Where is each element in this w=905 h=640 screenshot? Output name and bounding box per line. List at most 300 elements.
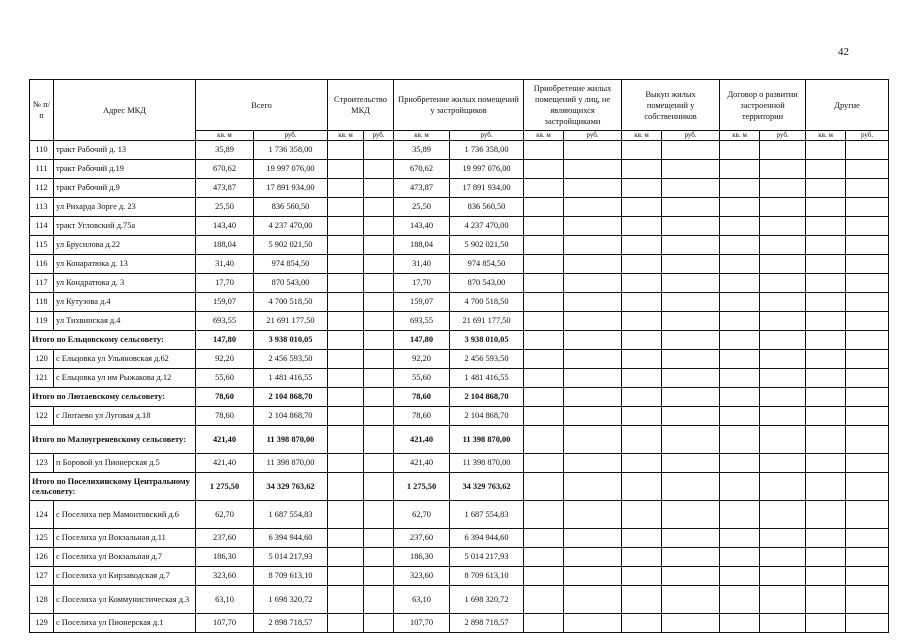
empty-cell (806, 369, 846, 388)
empty-cell (622, 236, 662, 255)
empty-cell (806, 350, 846, 369)
header-num: № п/п (30, 80, 54, 141)
row-number: 129 (30, 614, 54, 633)
address-cell: с Поселиха ул Пионерская д.1 (54, 614, 196, 633)
empty-cell (720, 160, 760, 179)
construction-area-cell (328, 198, 364, 217)
total-sum-cell: 6 394 944,60 (254, 529, 328, 548)
empty-cell (622, 614, 662, 633)
total-area-cell: 147,80 (196, 331, 254, 350)
empty-cell (564, 236, 622, 255)
empty-cell (564, 388, 622, 407)
empty-cell (846, 350, 889, 369)
address-cell: ул Конаратюка д. 13 (54, 255, 196, 274)
total-sum-cell: 4 700 518,50 (254, 293, 328, 312)
construction-area-cell (328, 274, 364, 293)
construction-area-cell (328, 331, 364, 350)
empty-cell (806, 179, 846, 198)
construction-area-cell (328, 614, 364, 633)
table-row (30, 255, 889, 274)
construction-area-cell (328, 567, 364, 586)
empty-cell (846, 369, 889, 388)
acquisition-sum-cell: 1 736 358,00 (450, 141, 524, 160)
acquisition-sum-cell: 4 700 518,50 (450, 293, 524, 312)
acquisition-sum-cell: 870 543,00 (450, 274, 524, 293)
table-body (30, 141, 889, 633)
row-number: 125 (30, 529, 54, 548)
total-sum-cell: 19 997 076,00 (254, 160, 328, 179)
unit-header: руб. (760, 131, 806, 141)
unit-header: руб. (254, 131, 328, 141)
empty-cell (564, 141, 622, 160)
empty-cell (622, 529, 662, 548)
acquisition-sum-cell: 5 014 217,93 (450, 548, 524, 567)
empty-cell (662, 274, 720, 293)
total-sum-cell: 2 898 718,57 (254, 614, 328, 633)
empty-cell (564, 586, 622, 614)
empty-cell (720, 473, 760, 501)
acquisition-area-cell: 670,62 (394, 160, 450, 179)
empty-cell (720, 426, 760, 454)
empty-cell (846, 548, 889, 567)
document-table-wrapper (29, 79, 889, 633)
acquisition-area-cell: 186,30 (394, 548, 450, 567)
construction-area-cell (328, 501, 364, 529)
empty-cell (622, 179, 662, 198)
header-buyout: Выкуп жилых помещений у собственников (622, 80, 720, 131)
row-number: 126 (30, 548, 54, 567)
empty-cell (720, 293, 760, 312)
row-number: 118 (30, 293, 54, 312)
empty-cell (524, 369, 564, 388)
empty-cell (662, 614, 720, 633)
page-number: 42 (838, 46, 849, 58)
acquisition-sum-cell: 17 891 934,00 (450, 179, 524, 198)
construction-sum-cell (364, 473, 394, 501)
total-sum-cell: 34 329 763,62 (254, 473, 328, 501)
empty-cell (720, 548, 760, 567)
construction-sum-cell (364, 350, 394, 369)
empty-cell (662, 160, 720, 179)
acquisition-area-cell: 78,60 (394, 388, 450, 407)
table-row (30, 369, 889, 388)
acquisition-area-cell: 92,20 (394, 350, 450, 369)
acquisition-area-cell: 62,70 (394, 501, 450, 529)
empty-cell (806, 548, 846, 567)
total-sum-cell: 3 938 010,05 (254, 331, 328, 350)
empty-cell (846, 312, 889, 331)
empty-cell (760, 454, 806, 473)
empty-cell (524, 160, 564, 179)
acquisition-area-cell: 421,40 (394, 454, 450, 473)
empty-cell (806, 198, 846, 217)
total-sum-cell: 1 698 320,72 (254, 586, 328, 614)
empty-cell (524, 198, 564, 217)
empty-cell (806, 388, 846, 407)
header-other: Другие (806, 80, 889, 131)
total-sum-cell: 870 543,00 (254, 274, 328, 293)
table-row (30, 274, 889, 293)
construction-sum-cell (364, 331, 394, 350)
empty-cell (524, 501, 564, 529)
address-cell: тракт Рабочий д.19 (54, 160, 196, 179)
construction-sum-cell (364, 388, 394, 407)
empty-cell (662, 198, 720, 217)
subtotal-label: Итого по Лютаевскому сельсовету: (30, 388, 196, 407)
construction-sum-cell (364, 160, 394, 179)
empty-cell (662, 350, 720, 369)
empty-cell (760, 255, 806, 274)
empty-cell (806, 255, 846, 274)
empty-cell (524, 293, 564, 312)
unit-header: руб. (564, 131, 622, 141)
unit-header: руб. (846, 131, 889, 141)
address-cell: п Боровой ул Пионерская д.5 (54, 454, 196, 473)
acquisition-area-cell: 55,60 (394, 369, 450, 388)
empty-cell (720, 350, 760, 369)
acquisition-sum-cell: 21 691 177,50 (450, 312, 524, 331)
empty-cell (720, 236, 760, 255)
empty-cell (564, 293, 622, 312)
header-acquisition: Приобретение жилых помещений у застройщиков (394, 80, 524, 131)
empty-cell (622, 548, 662, 567)
empty-cell (846, 426, 889, 454)
construction-area-cell (328, 350, 364, 369)
empty-cell (806, 407, 846, 426)
empty-cell (760, 614, 806, 633)
acquisition-sum-cell: 3 938 010,05 (450, 331, 524, 350)
empty-cell (524, 255, 564, 274)
row-number: 116 (30, 255, 54, 274)
row-number: 124 (30, 501, 54, 529)
address-cell: тракт Рабочий д.9 (54, 179, 196, 198)
construction-area-cell (328, 529, 364, 548)
table-row (30, 293, 889, 312)
construction-area-cell (328, 179, 364, 198)
total-sum-cell: 8 709 613,10 (254, 567, 328, 586)
total-area-cell: 421,40 (196, 454, 254, 473)
empty-cell (806, 217, 846, 236)
empty-cell (720, 586, 760, 614)
empty-cell (846, 293, 889, 312)
construction-sum-cell (364, 198, 394, 217)
acquisition-area-cell: 25,50 (394, 198, 450, 217)
header-row (30, 80, 889, 131)
total-sum-cell: 2 456 593,50 (254, 350, 328, 369)
total-area-cell: 78,60 (196, 407, 254, 426)
empty-cell (662, 548, 720, 567)
row-number: 115 (30, 236, 54, 255)
construction-sum-cell (364, 255, 394, 274)
subtotal-row (30, 473, 889, 501)
construction-sum-cell (364, 426, 394, 454)
empty-cell (806, 236, 846, 255)
empty-cell (524, 388, 564, 407)
total-sum-cell: 836 560,50 (254, 198, 328, 217)
empty-cell (760, 501, 806, 529)
total-area-cell: 143,40 (196, 217, 254, 236)
empty-cell (846, 388, 889, 407)
empty-cell (720, 198, 760, 217)
empty-cell (662, 426, 720, 454)
empty-cell (524, 614, 564, 633)
address-cell: с Поселиха ул Кирзаводская д.7 (54, 567, 196, 586)
empty-cell (564, 614, 622, 633)
unit-header: кв. м (720, 131, 760, 141)
row-number: 127 (30, 567, 54, 586)
empty-cell (564, 473, 622, 501)
acquisition-sum-cell: 34 329 763,62 (450, 473, 524, 501)
empty-cell (760, 388, 806, 407)
empty-cell (662, 236, 720, 255)
construction-area-cell (328, 255, 364, 274)
empty-cell (760, 198, 806, 217)
empty-cell (662, 501, 720, 529)
acquisition-sum-cell: 6 394 944,60 (450, 529, 524, 548)
empty-cell (622, 255, 662, 274)
empty-cell (846, 614, 889, 633)
total-sum-cell: 1 687 554,83 (254, 501, 328, 529)
empty-cell (622, 473, 662, 501)
empty-cell (524, 567, 564, 586)
empty-cell (662, 293, 720, 312)
empty-cell (622, 217, 662, 236)
total-area-cell: 186,30 (196, 548, 254, 567)
total-area-cell: 55,60 (196, 369, 254, 388)
empty-cell (720, 255, 760, 274)
empty-cell (806, 567, 846, 586)
empty-cell (524, 586, 564, 614)
construction-area-cell (328, 407, 364, 426)
total-area-cell: 188,04 (196, 236, 254, 255)
empty-cell (662, 473, 720, 501)
empty-cell (720, 141, 760, 160)
subtotal-row (30, 388, 889, 407)
empty-cell (846, 217, 889, 236)
empty-cell (720, 274, 760, 293)
acquisition-sum-cell: 11 398 870,00 (450, 454, 524, 473)
row-number: 128 (30, 586, 54, 614)
construction-sum-cell (364, 407, 394, 426)
address-cell: с Поселиха ул Вокзальная д.11 (54, 529, 196, 548)
acquisition-sum-cell: 11 398 870,00 (450, 426, 524, 454)
empty-cell (806, 312, 846, 331)
table-row (30, 614, 889, 633)
empty-cell (564, 567, 622, 586)
empty-cell (720, 567, 760, 586)
empty-cell (622, 141, 662, 160)
row-number: 119 (30, 312, 54, 331)
acquisition-sum-cell: 4 237 470,00 (450, 217, 524, 236)
address-cell: ул Кутузова д.4 (54, 293, 196, 312)
total-sum-cell: 1 481 416,55 (254, 369, 328, 388)
table-row (30, 548, 889, 567)
acquisition-area-cell: 473,87 (394, 179, 450, 198)
unit-header: руб. (364, 131, 394, 141)
empty-cell (524, 407, 564, 426)
empty-cell (524, 529, 564, 548)
acquisition-area-cell: 17,70 (394, 274, 450, 293)
empty-cell (524, 473, 564, 501)
total-area-cell: 25,50 (196, 198, 254, 217)
table-row (30, 160, 889, 179)
construction-sum-cell (364, 501, 394, 529)
empty-cell (846, 255, 889, 274)
empty-cell (564, 198, 622, 217)
empty-cell (760, 160, 806, 179)
empty-cell (564, 426, 622, 454)
empty-cell (846, 274, 889, 293)
construction-sum-cell (364, 548, 394, 567)
empty-cell (806, 274, 846, 293)
acquisition-sum-cell: 2 456 593,50 (450, 350, 524, 369)
empty-cell (564, 312, 622, 331)
total-sum-cell: 11 398 870,00 (254, 426, 328, 454)
empty-cell (622, 426, 662, 454)
total-area-cell: 323,60 (196, 567, 254, 586)
row-number: 123 (30, 454, 54, 473)
construction-area-cell (328, 586, 364, 614)
empty-cell (662, 312, 720, 331)
table-row (30, 141, 889, 160)
address-cell: тракт Угловский д.75а (54, 217, 196, 236)
acquisition-area-cell: 147,80 (394, 331, 450, 350)
empty-cell (760, 331, 806, 350)
empty-cell (524, 141, 564, 160)
empty-cell (524, 350, 564, 369)
empty-cell (524, 236, 564, 255)
construction-sum-cell (364, 454, 394, 473)
unit-header: кв. м (622, 131, 662, 141)
empty-cell (806, 426, 846, 454)
empty-cell (564, 548, 622, 567)
subtotal-label: Итого по Поселихинскому Центральному сельсовету: (30, 473, 196, 501)
unit-header: кв. м (328, 131, 364, 141)
empty-cell (662, 407, 720, 426)
acquisition-area-cell: 693,55 (394, 312, 450, 331)
empty-cell (662, 255, 720, 274)
empty-cell (524, 312, 564, 331)
empty-cell (564, 274, 622, 293)
empty-cell (564, 350, 622, 369)
empty-cell (846, 529, 889, 548)
empty-cell (806, 141, 846, 160)
empty-cell (524, 217, 564, 236)
empty-cell (564, 217, 622, 236)
empty-cell (760, 236, 806, 255)
housing-table (29, 79, 889, 633)
total-sum-cell: 4 237 470,00 (254, 217, 328, 236)
empty-cell (760, 141, 806, 160)
empty-cell (564, 407, 622, 426)
empty-cell (720, 454, 760, 473)
construction-sum-cell (364, 274, 394, 293)
empty-cell (622, 388, 662, 407)
empty-cell (622, 293, 662, 312)
subtotal-row (30, 331, 889, 350)
table-row (30, 217, 889, 236)
empty-cell (806, 473, 846, 501)
empty-cell (806, 160, 846, 179)
empty-cell (662, 388, 720, 407)
acquisition-area-cell: 421,40 (394, 426, 450, 454)
acquisition-sum-cell: 974 854,50 (450, 255, 524, 274)
unit-header: руб. (662, 131, 720, 141)
table-row (30, 236, 889, 255)
empty-cell (806, 454, 846, 473)
empty-cell (720, 369, 760, 388)
address-cell: ул Кондратюка д. 3 (54, 274, 196, 293)
empty-cell (846, 473, 889, 501)
empty-cell (622, 567, 662, 586)
empty-cell (564, 255, 622, 274)
total-sum-cell: 11 398 870,00 (254, 454, 328, 473)
construction-sum-cell (364, 217, 394, 236)
header-territory-agreement: Договор о развитии застроенной территории (720, 80, 806, 131)
unit-header: кв. м (394, 131, 450, 141)
empty-cell (524, 274, 564, 293)
empty-cell (662, 567, 720, 586)
empty-cell (564, 369, 622, 388)
acquisition-sum-cell: 5 902 021,50 (450, 236, 524, 255)
construction-sum-cell (364, 312, 394, 331)
row-number: 121 (30, 369, 54, 388)
total-area-cell: 237,60 (196, 529, 254, 548)
empty-cell (846, 501, 889, 529)
row-number: 122 (30, 407, 54, 426)
address-cell: с Поселиха ул Вокзальная д.7 (54, 548, 196, 567)
acquisition-area-cell: 63,10 (394, 586, 450, 614)
table-row (30, 567, 889, 586)
construction-area-cell (328, 236, 364, 255)
total-area-cell: 31,40 (196, 255, 254, 274)
empty-cell (846, 179, 889, 198)
row-number: 110 (30, 141, 54, 160)
empty-cell (662, 141, 720, 160)
empty-cell (720, 331, 760, 350)
row-number: 113 (30, 198, 54, 217)
empty-cell (662, 529, 720, 548)
total-area-cell: 35,89 (196, 141, 254, 160)
total-sum-cell: 2 104 868,70 (254, 407, 328, 426)
construction-area-cell (328, 141, 364, 160)
acquisition-area-cell: 237,60 (394, 529, 450, 548)
empty-cell (846, 198, 889, 217)
header-total: Всего (196, 80, 328, 131)
construction-area-cell (328, 473, 364, 501)
empty-cell (760, 586, 806, 614)
construction-sum-cell (364, 586, 394, 614)
empty-cell (846, 567, 889, 586)
address-cell: тракт Рабочий д. 13 (54, 141, 196, 160)
empty-cell (622, 198, 662, 217)
table-row (30, 198, 889, 217)
empty-cell (846, 454, 889, 473)
header-address: Адрес МКД (54, 80, 196, 141)
total-sum-cell: 974 854,50 (254, 255, 328, 274)
unit-header: кв. м (196, 131, 254, 141)
empty-cell (564, 501, 622, 529)
empty-cell (564, 179, 622, 198)
construction-area-cell (328, 388, 364, 407)
construction-area-cell (328, 548, 364, 567)
address-cell: ул Рихарда Зорге д. 23 (54, 198, 196, 217)
acquisition-area-cell: 35,89 (394, 141, 450, 160)
empty-cell (760, 350, 806, 369)
empty-cell (564, 160, 622, 179)
unit-header: кв. м (524, 131, 564, 141)
address-cell: с Поселиха пер Мамонтовский д.6 (54, 501, 196, 529)
